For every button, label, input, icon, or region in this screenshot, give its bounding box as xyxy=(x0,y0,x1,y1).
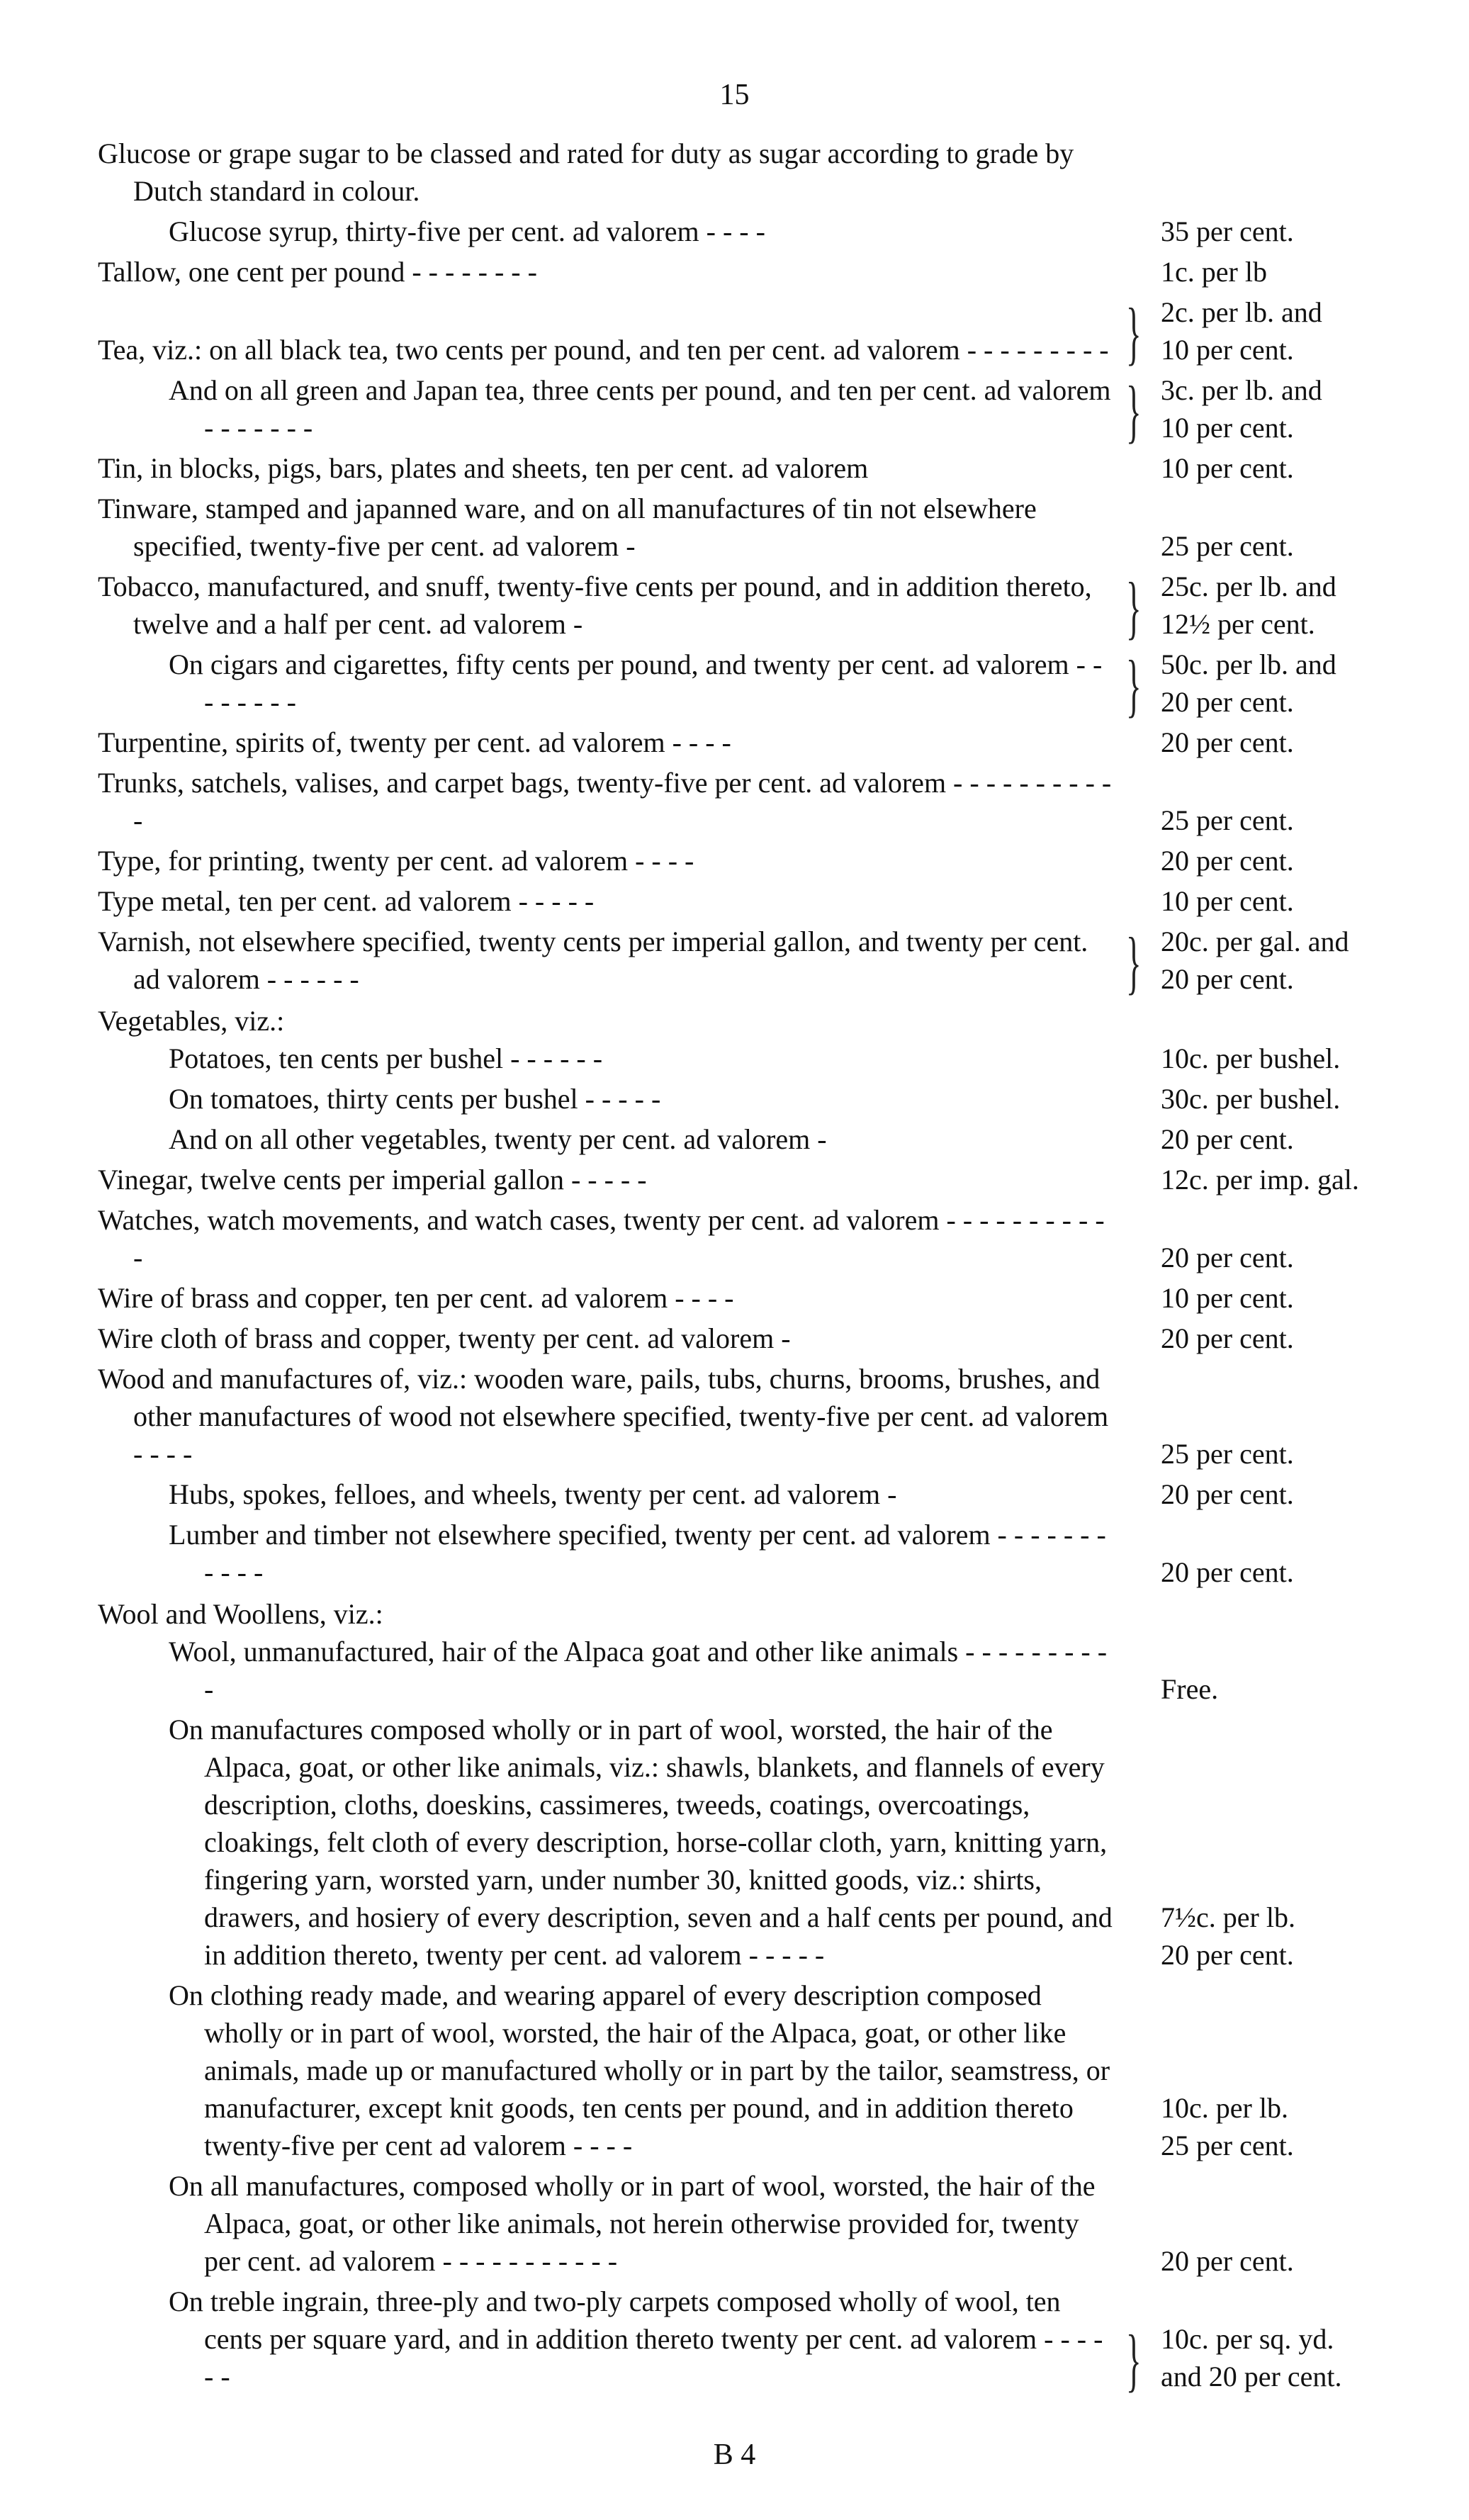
duty-rate xyxy=(1147,213,1395,250)
tariff-entry xyxy=(98,1040,1409,1077)
duty-rate xyxy=(1147,2089,1395,2164)
duty-rate xyxy=(1147,842,1395,879)
tariff-description: On clothing ready made, and wearing apparel of every description composed wholly or in part of wool, worsted, the hair of the Alpaca, goat, or other like animals, made up or manufactured wholly or in part by the tailor, seamstress, or manufacturer, except knit goods, ten cents per pound, and in addition thereto twenty-five per cent ad valorem - - - - xyxy=(169,1979,1110,2161)
tariff-description: Watches, watch movements, and watch cases, twenty per cent. ad valorem - - - - - - - - - - - xyxy=(98,1204,1105,1273)
brace-mark: } xyxy=(1126,923,1142,1001)
tariff-description: On cigars and cigarettes, fifty cents per pound, and twenty per cent. ad valorem - - - - - - - - xyxy=(169,648,1103,718)
duty-rate xyxy=(1147,1320,1395,1357)
duty-rate xyxy=(1147,371,1395,446)
tariff-description: Wood and manufactures of, viz.: wooden ware, pails, tubs, churns, brooms, brushes, and other manufactures of wood not elsewhere specified, twenty-five per cent. ad valorem - - - - xyxy=(98,1363,1109,1470)
brace-mark: } xyxy=(1126,2320,1142,2399)
duty-rate-line: 2c. per lb. and xyxy=(1161,296,1322,328)
tariff-description: Tinware, stamped and japanned ware, and on all manufactures of tin not elsewhere specified, twenty-five per cent. ad valorem - xyxy=(98,493,1037,562)
duty-rate-line: 10 per cent. xyxy=(1161,1282,1294,1314)
tariff-description: Tea, viz.: on all black tea, two cents per pound, and ten per cent. ad valorem - - - - - - - - - xyxy=(98,334,1109,366)
page-number: 15 xyxy=(719,79,750,111)
duty-rate-line: 30c. per bushel. xyxy=(1161,1083,1341,1115)
duty-rate-line: 10c. per lb. xyxy=(1161,2092,1288,2124)
duty-rate xyxy=(1147,527,1395,565)
duty-rate-line: 25c. per lb. and xyxy=(1161,570,1336,602)
tariff-entry xyxy=(98,1201,1409,1276)
brace-mark: } xyxy=(1126,371,1142,450)
duty-rate-line: 12c. per imp. gal. xyxy=(1161,1164,1359,1196)
duty-rate-line: Free. xyxy=(1161,1673,1219,1705)
duty-rate xyxy=(1147,1435,1395,1473)
duty-rate xyxy=(1147,253,1395,291)
tariff-entry xyxy=(98,1161,1409,1198)
duty-rate xyxy=(1147,293,1395,369)
signature-mark: B 4 xyxy=(713,2439,756,2471)
tariff-description: Turpentine, spirits of, twenty per cent. ad valorem - - - - xyxy=(98,726,731,758)
tariff-description: On treble ingrain, three-ply and two-ply carpets composed wholly of wool, ten cents per square yard, and in addition thereto twenty per cent. ad valorem - - - - - - xyxy=(169,2285,1103,2392)
tariff-entry xyxy=(98,1120,1409,1158)
tariff-entry xyxy=(98,1279,1409,1317)
duty-rate xyxy=(1147,646,1395,721)
tariff-description: Tin, in blocks, pigs, bars, plates and sheets, ten per cent. ad valorem xyxy=(98,452,869,484)
duty-rate-line: 12½ per cent. xyxy=(1161,608,1315,640)
section-heading: Wool and Woollens, viz.: xyxy=(98,1598,383,1630)
duty-rate-line: 50c. per lb. and xyxy=(1161,648,1336,680)
tariff-entry xyxy=(98,1360,1409,1473)
duty-rate xyxy=(1147,1040,1395,1077)
duty-rate xyxy=(1147,2242,1395,2280)
duty-rate-line: 10c. per bushel. xyxy=(1161,1042,1341,1074)
duty-rate xyxy=(1147,1670,1395,1708)
tariff-entry xyxy=(98,882,1409,920)
duty-rate-line: 20 per cent. xyxy=(1161,1939,1294,1971)
duty-rate xyxy=(1147,1475,1395,1513)
duty-rate-line: 10 per cent. xyxy=(1161,334,1294,366)
tariff-entry xyxy=(98,1475,1409,1513)
tariff-entry xyxy=(98,1080,1409,1118)
tariff-description: Glucose syrup, thirty-five per cent. ad valorem - - - - xyxy=(169,215,765,247)
tariff-entry xyxy=(98,135,1409,210)
tariff-description: Wire cloth of brass and copper, twenty per cent. ad valorem - xyxy=(98,1322,791,1354)
tariff-description: And on all other vegetables, twenty per cent. ad valorem - xyxy=(169,1123,827,1155)
tariff-entry xyxy=(98,646,1409,724)
duty-rate-line: 20 per cent. xyxy=(1161,963,1294,995)
duty-rate-line: 20c. per gal. and xyxy=(1161,926,1349,957)
duty-rate-line: 20 per cent. xyxy=(1161,1556,1294,1588)
tariff-description: Wool, unmanufactured, hair of the Alpaca goat and other like animals - - - - - - - - - - xyxy=(169,1636,1108,1705)
tariff-entry xyxy=(98,1976,1409,2164)
duty-rate xyxy=(1147,801,1395,839)
duty-rate xyxy=(1147,1899,1395,1974)
tariff-entry xyxy=(98,764,1409,839)
duty-rate-line: 20 per cent. xyxy=(1161,1123,1294,1155)
duty-rate-line: 25 per cent. xyxy=(1161,1438,1294,1470)
tariff-list xyxy=(98,135,1409,2398)
tariff-entry xyxy=(98,371,1409,450)
brace-mark: } xyxy=(1126,646,1142,724)
tariff-description: Lumber and timber not elsewhere specified, twenty per cent. ad valorem - - - - - - - - - - - xyxy=(169,1519,1106,1588)
tariff-entry xyxy=(98,449,1409,487)
tariff-description: On tomatoes, thirty cents per bushel - - - - - xyxy=(169,1083,661,1115)
duty-rate-line: 20 per cent. xyxy=(1161,2245,1294,2277)
duty-rate-line: 7½c. per lb. xyxy=(1161,1901,1295,1933)
duty-rate-line: 10 per cent. xyxy=(1161,885,1294,917)
tariff-description: Wire of brass and copper, ten per cent. ad valorem - - - - xyxy=(98,1282,734,1314)
duty-rate xyxy=(1147,1279,1395,1317)
duty-rate xyxy=(1147,1161,1395,1198)
tariff-entry xyxy=(98,842,1409,879)
duty-rate-line: 20 per cent. xyxy=(1161,726,1294,758)
duty-rate xyxy=(1147,882,1395,920)
duty-rate-line: 25 per cent. xyxy=(1161,530,1294,562)
tariff-description: Tobacco, manufactured, and snuff, twenty-five cents per pound, and in addition thereto, twelve and a half per cent. ad valorem - xyxy=(98,570,1092,640)
tariff-description: And on all green and Japan tea, three cents per pound, and ten per cent. ad valorem - - - - - - - xyxy=(169,374,1111,444)
tariff-entry xyxy=(98,213,1409,250)
duty-rate-line: 20 per cent. xyxy=(1161,1242,1294,1273)
duty-rate-line: 3c. per lb. and xyxy=(1161,374,1322,406)
duty-rate xyxy=(1147,568,1395,643)
duty-rate-line: 10 per cent. xyxy=(1161,412,1294,444)
tariff-description: Type metal, ten per cent. ad valorem - - - - - xyxy=(98,885,595,917)
tariff-entry xyxy=(98,1516,1409,1591)
duty-rate xyxy=(1147,1120,1395,1158)
duty-rate-line: 25 per cent. xyxy=(1161,804,1294,836)
tariff-description: Potatoes, ten cents per bushel - - - - - - xyxy=(169,1042,603,1074)
duty-rate-line: 20 per cent. xyxy=(1161,1478,1294,1510)
duty-rate-line: 10c. per sq. yd. xyxy=(1161,2323,1334,2355)
tariff-entry xyxy=(98,923,1409,1001)
section-heading: Vegetables, viz.: xyxy=(98,1005,285,1037)
duty-rate-line: 10 per cent. xyxy=(1161,452,1294,484)
duty-rate-line: and 20 per cent. xyxy=(1161,2361,1342,2392)
tariff-entry xyxy=(98,1633,1409,1708)
duty-rate xyxy=(1147,2320,1395,2395)
tariff-description: Trunks, satchels, valises, and carpet bags, twenty-five per cent. ad valorem - - - - - - - - - - - xyxy=(98,767,1112,836)
duty-rate xyxy=(1147,1553,1395,1591)
duty-rate-line: 35 per cent. xyxy=(1161,215,1294,247)
duty-rate-line: 20 per cent. xyxy=(1161,1322,1294,1354)
tariff-entry xyxy=(98,2167,1409,2280)
tariff-entry xyxy=(98,253,1409,291)
tariff-description: Varnish, not elsewhere specified, twenty cents per imperial gallon, and twenty per cent. ad valorem - - - - - - xyxy=(98,926,1088,995)
duty-rate-line: 1c. per lb xyxy=(1161,256,1267,288)
tariff-description: Tallow, one cent per pound - - - - - - - - xyxy=(98,256,537,288)
duty-rate-line: 20 per cent. xyxy=(1161,686,1294,718)
tariff-description: Vinegar, twelve cents per imperial gallon - - - - - xyxy=(98,1164,647,1196)
brace-mark: } xyxy=(1126,568,1142,646)
brace-mark: } xyxy=(1126,293,1142,372)
tariff-description: Hubs, spokes, felloes, and wheels, twenty per cent. ad valorem - xyxy=(169,1478,897,1510)
tariff-entry xyxy=(98,490,1409,565)
tariff-description: On manufactures composed wholly or in part of wool, worsted, the hair of the Alpaca, goat, or other like animals, viz.: shawls, blankets, and flannels of every description, cloths, doeskins, cassimeres, tweeds, coatings, overcoatings, cloakings, felt cloth of every description, horse-collar cloth, yarn, knitting yarn, fingering yarn, worsted yarn, under number 30, knitted goods, viz.: shirts, drawers, and hosiery of every description, seven and a half cents per pound, and in addition thereto, twenty per cent. ad valorem - - - - - xyxy=(169,1714,1113,1971)
tariff-entry xyxy=(98,568,1409,646)
tariff-entry xyxy=(98,293,1409,372)
tariff-description: On all manufactures, composed wholly or in part of wool, worsted, the hair of the Alpaca, goat, or other like animals, not herein otherwise provided for, twenty per cent. ad valorem - - - - - - - - - - - xyxy=(169,2170,1096,2277)
duty-rate xyxy=(1147,449,1395,487)
tariff-description: Type, for printing, twenty per cent. ad valorem - - - - xyxy=(98,845,694,877)
tariff-entry xyxy=(98,2283,1409,2399)
duty-rate-line: 25 per cent. xyxy=(1161,2130,1294,2161)
duty-rate xyxy=(1147,923,1395,998)
tariff-entry xyxy=(98,1711,1409,1974)
tariff-entry xyxy=(98,1320,1409,1357)
duty-rate xyxy=(1147,1080,1395,1118)
duty-rate xyxy=(1147,1239,1395,1276)
tariff-entry xyxy=(98,724,1409,761)
tariff-description: Glucose or grape sugar to be classed and rated for duty as sugar according to grade by Dutch standard in colour. xyxy=(98,137,1074,207)
duty-rate xyxy=(1147,724,1395,761)
duty-rate-line: 20 per cent. xyxy=(1161,845,1294,877)
